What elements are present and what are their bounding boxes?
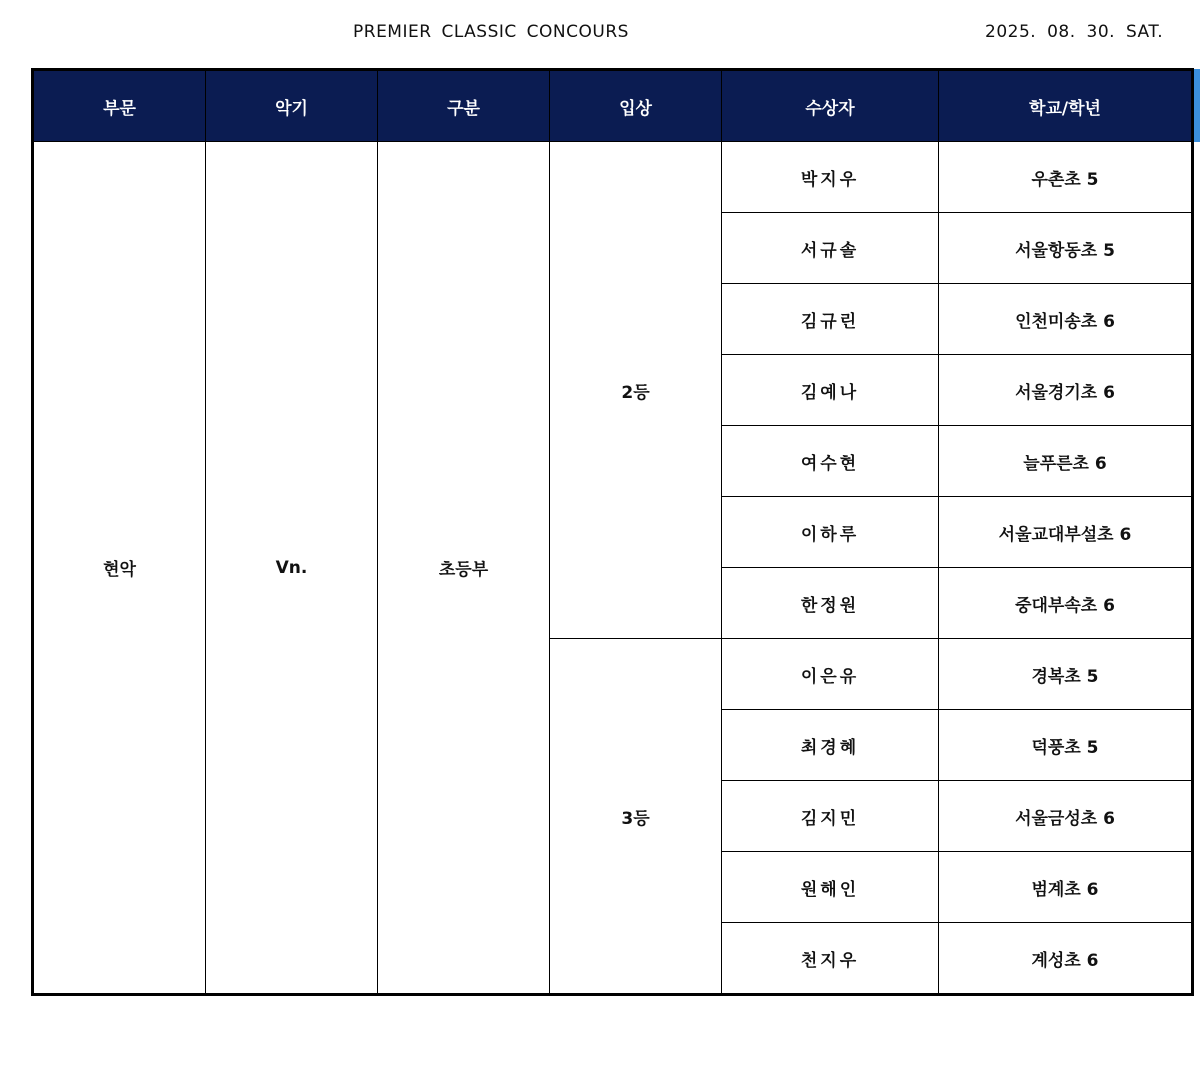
school-grade: 서울금성초 6	[939, 781, 1193, 852]
event-title: PREMIER CLASSIC CONCOURS	[353, 22, 629, 42]
winner-name: 서규솔	[722, 213, 939, 284]
column-header-school-grade: 학교/학년	[939, 70, 1193, 142]
school-grade: 서울교대부설초 6	[939, 497, 1193, 568]
school-grade: 서울경기초 6	[939, 355, 1193, 426]
prize-cell: 2등	[550, 142, 722, 639]
table-row	[33, 142, 1193, 213]
winner-name: 김예나	[722, 355, 939, 426]
school-grade: 덕풍초 5	[939, 710, 1193, 781]
winner-name: 천지우	[722, 923, 939, 995]
school-grade: 우촌초 5	[939, 142, 1193, 213]
winner-name: 최경혜	[722, 710, 939, 781]
results-table	[31, 68, 1194, 996]
edge-accent-bar	[1194, 69, 1200, 142]
school-grade: 중대부속초 6	[939, 568, 1193, 639]
school-grade: 범계초 6	[939, 852, 1193, 923]
winner-name: 김규린	[722, 284, 939, 355]
division-cell: 현악	[33, 142, 206, 995]
document-header	[0, 20, 1200, 46]
school-grade: 계성초 6	[939, 923, 1193, 995]
winner-name: 김지민	[722, 781, 939, 852]
column-header-prize: 입상	[550, 70, 722, 142]
winner-name: 한정원	[722, 568, 939, 639]
instrument-cell: Vn.	[206, 142, 378, 995]
winner-name: 원해인	[722, 852, 939, 923]
winner-name: 박지우	[722, 142, 939, 213]
category-cell: 초등부	[378, 142, 550, 995]
column-header-winner: 수상자	[722, 70, 939, 142]
winner-name: 여수현	[722, 426, 939, 497]
table-header-row	[33, 70, 1193, 142]
column-header-division: 부문	[33, 70, 206, 142]
school-grade: 경복초 5	[939, 639, 1193, 710]
event-date: 2025. 08. 30. SAT.	[985, 22, 1164, 42]
column-header-category: 구분	[378, 70, 550, 142]
winner-name: 이은유	[722, 639, 939, 710]
prize-cell: 3등	[550, 639, 722, 995]
column-header-instrument: 악기	[206, 70, 378, 142]
winner-name: 이하루	[722, 497, 939, 568]
school-grade: 서울항동초 5	[939, 213, 1193, 284]
school-grade: 늘푸른초 6	[939, 426, 1193, 497]
school-grade: 인천미송초 6	[939, 284, 1193, 355]
